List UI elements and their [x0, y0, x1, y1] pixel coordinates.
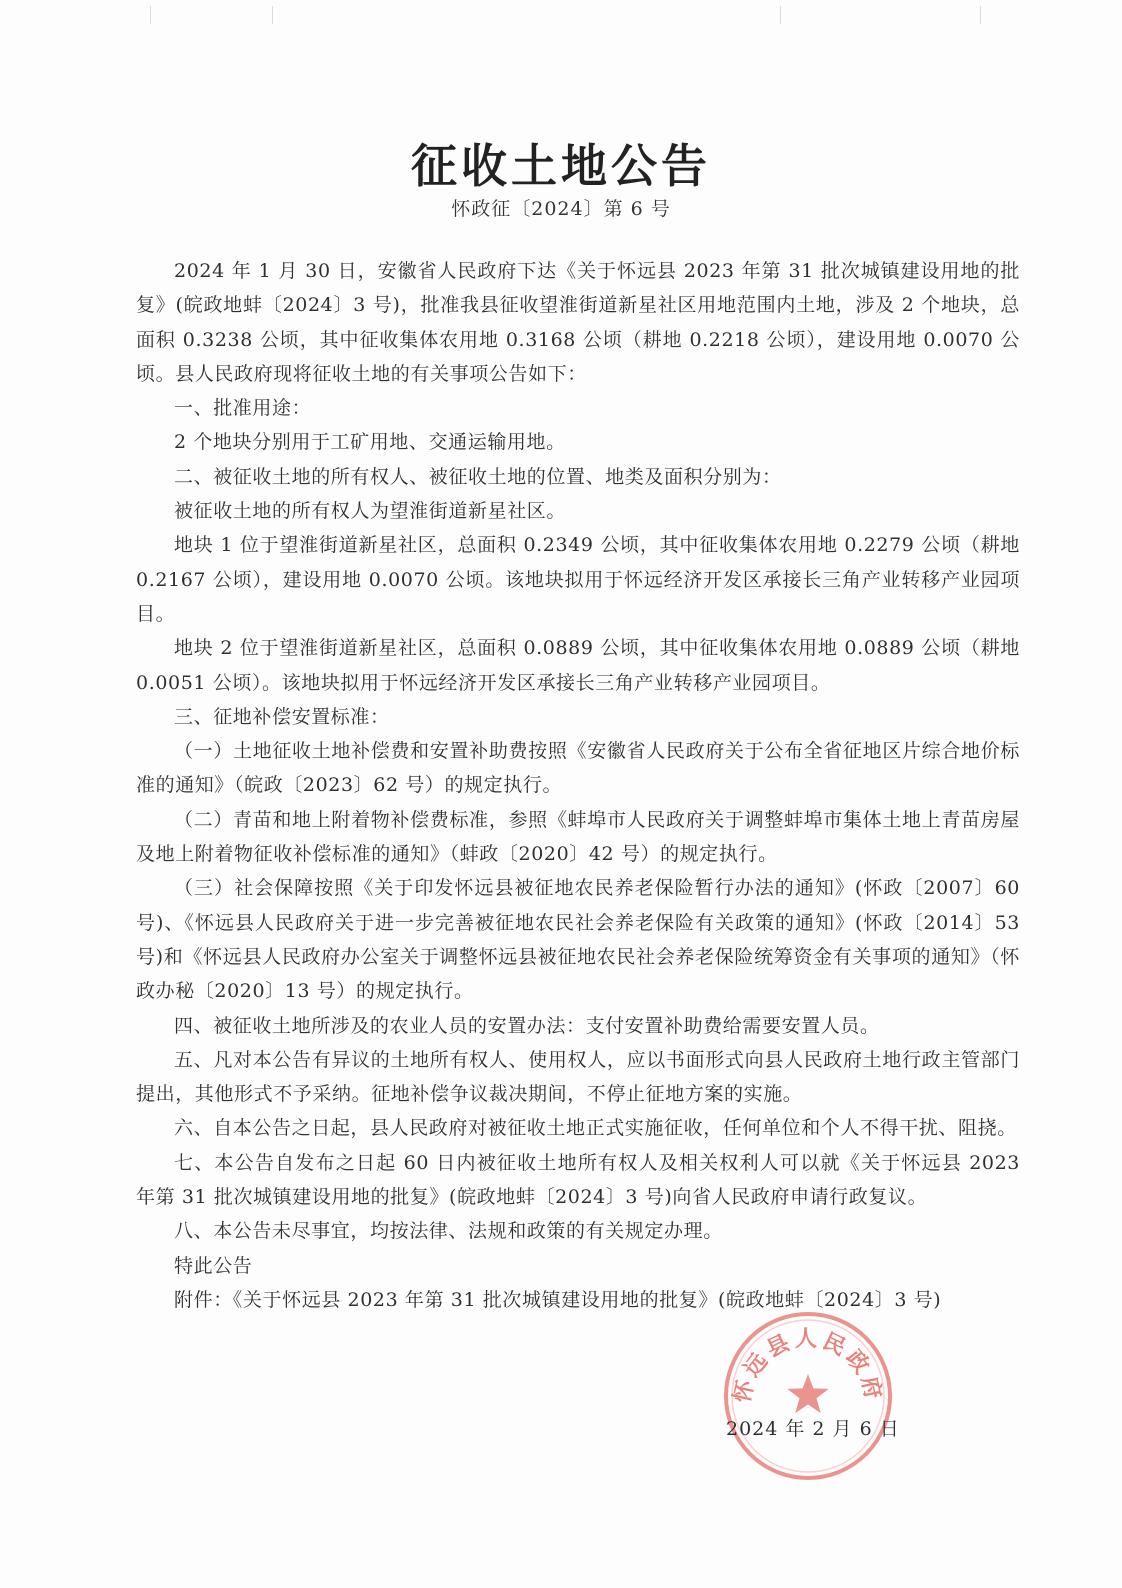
paragraph-section-6: 六、自本公告之日起，县人民政府对被征收土地正式实施征收，任何单位和个人不得干扰、阻挠。 — [174, 1117, 1017, 1140]
paragraph-intro: 2024 年 1 月 30 日，安徽省人民政府下达《关于怀远县 2023 年第 31 批次城镇建设用地的批复》(皖政地蚌〔2024〕3 号)，批准我县征收望淮街道新星社区用地范围内土地，涉及 2 个地块，总面积 0.3238 公顷，其中征收集体农用地 0.3168 公顷（耕地 0.2218 公顷），建设用地 0.0070 公顷。县人民政府现将征收土地的有关事项公告如下： — [136, 260, 1020, 385]
paragraph-section-5: 五、凡对本公告有异议的土地所有权人、使用权人，应以书面形式向县人民政府土地行政主管部门提出，其他形式不予采纳。征地补偿争议裁决期间，不停止征地方案的实施。 — [136, 1048, 1020, 1106]
paragraph-section-2-heading: 二、被征收土地的所有权人、被征收土地的位置、地类及面积分别为： — [174, 465, 782, 488]
svg-text:怀远县人民政府: 怀远县人民政府 — [730, 1327, 886, 1406]
paragraph-parcel-2: 地块 2 位于望淮街道新星社区，总面积 0.0889 公顷，其中征收集体农用地 0.0889 公顷（耕地 0.0051 公顷）。该地块拟用于怀远经济开发区承接长三角产业转移产业园项目。 — [136, 637, 1020, 694]
document-number: 怀政征〔2024〕第 6 号 — [451, 198, 671, 220]
paragraph-section-3-heading: 三、征地补偿安置标准： — [174, 705, 390, 728]
document-body — [136, 254, 1020, 1317]
paragraph-compensation-2: （二）青苗和地上附着物补偿费标准，参照《蚌埠市人民政府关于调整蚌埠市集体土地上青苗房屋及地上附着物征收补偿标准的通知》（蚌政〔2020〕42 号）的规定执行。 — [136, 808, 1020, 866]
paragraph-section-1-heading: 一、批准用途： — [174, 397, 312, 420]
scan-edge-mark — [272, 6, 273, 24]
paragraph-section-7: 七、本公告自发布之日起 60 日内被征收土地所有权人及相关权利人可以就《关于怀远县 2023 年第 31 批次城镇建设用地的批复》(皖政地蚌〔2024〕3 号)向省人民政府申请行政复议。 — [136, 1151, 1020, 1209]
issue-date: 2024 年 2 月 6 日 — [726, 1418, 900, 1440]
scan-edge-mark — [780, 6, 781, 24]
paragraph-owner: 被征收土地的所有权人为望淮街道新星社区。 — [174, 500, 567, 523]
paragraph-section-1-content: 2 个地块分别用于工矿用地、交通运输用地。 — [174, 431, 566, 454]
scan-edge-mark — [150, 6, 151, 24]
paragraph-parcel-1: 地块 1 位于望淮街道新星社区，总面积 0.2349 公顷，其中征收集体农用地 0.2279 公顷（耕地 0.2167 公顷），建设用地 0.0070 公顷。该地块拟用于怀远经济开发区承接长三角产业转移产业园项目。 — [136, 534, 1020, 625]
paragraph-attachment: 附件：《关于怀远县 2023 年第 31 批次城镇建设用地的批复》(皖政地蚌〔2024〕3 号) — [174, 1288, 942, 1311]
scan-edge-mark — [980, 6, 981, 24]
paragraph-section-8: 八、本公告未尽事宜，均按法律、法规和政策的有关规定办理。 — [174, 1220, 723, 1243]
page-title: 征收土地公告 — [411, 139, 711, 193]
paragraph-compensation-3: （三）社会保障按照《关于印发怀远县被征地农民养老保险暂行办法的通知》(怀政〔2007〕60 号)、《怀远县人民政府关于进一步完善被征地农民社会养老保险有关政策的通知》(怀政〔2014〕53 号)和《怀远县人民政府办公室关于调整怀远县被征地农民社会养老保险统筹资金有关事项的通知》（怀政办秘〔2020〕13 号）的规定执行。 — [136, 877, 1020, 1003]
paragraph-closing: 特此公告 — [174, 1254, 253, 1277]
paragraph-section-4: 四、被征收土地所涉及的农业人员的安置办法：支付安置补助费给需要安置人员。 — [174, 1014, 880, 1037]
paragraph-compensation-1: （一）土地征收土地补偿费和安置补助费按照《安徽省人民政府关于公布全省征地区片综合地价标准的通知》（皖政〔2023〕62 号）的规定执行。 — [136, 740, 1020, 797]
official-seal-stamp — [720, 1308, 896, 1484]
